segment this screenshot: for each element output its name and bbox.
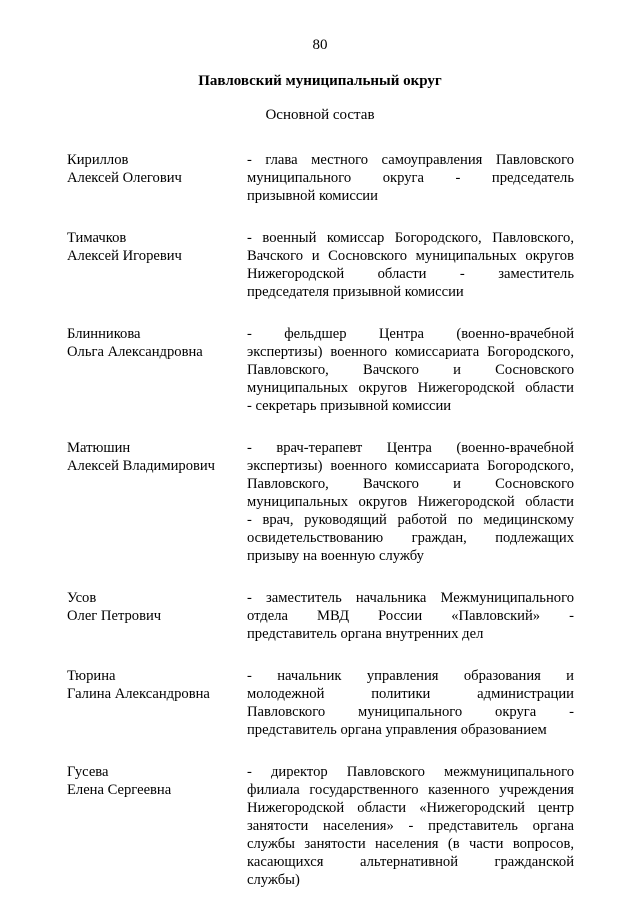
member-role-line: муниципальных округов Нижегородской области xyxy=(247,380,574,396)
member-given-names: Галина Александровна xyxy=(67,686,210,702)
member-role-line: Павловского муниципального округа - xyxy=(247,704,574,720)
member-name xyxy=(67,589,247,643)
member-role-line: - секретарь призывной комиссии xyxy=(247,398,452,414)
member-entry xyxy=(67,439,574,565)
member-name xyxy=(67,325,247,415)
member-name xyxy=(67,667,247,739)
member-role-line: службы занятости населения (в части вопросов, xyxy=(247,836,574,852)
member-given-names: Алексей Олегович xyxy=(67,170,182,186)
member-given-names: Ольга Александровна xyxy=(67,344,203,360)
member-given-names: Алексей Игоревич xyxy=(67,248,182,264)
member-role xyxy=(247,151,574,205)
member-given-names: Елена Сергеевна xyxy=(67,782,172,798)
member-name xyxy=(67,763,247,889)
member-entry xyxy=(67,325,574,415)
member-role-line: представитель органа управления образованием xyxy=(247,722,547,738)
member-role xyxy=(247,667,574,739)
member-name xyxy=(67,439,247,565)
member-role-line: филиала государственного казенного учреждения xyxy=(247,782,574,798)
member-role-line: - фельдшер Центра (военно-врачебной xyxy=(247,326,574,342)
member-role-line: Павловского, Вачского и Сосновского xyxy=(247,362,574,378)
member-role-line: молодежной политики администрации xyxy=(247,686,574,702)
member-role-line: - военный комиссар Богородского, Павловского, xyxy=(247,230,574,246)
member-name xyxy=(67,229,247,301)
member-role-line: касающихся альтернативной гражданской xyxy=(247,854,574,870)
member-surname: Усов xyxy=(67,590,97,606)
member-role-line: Нижегородской области - заместитель xyxy=(247,266,574,282)
member-role-line: - глава местного самоуправления Павловского xyxy=(247,152,574,168)
member-role-line: - врач, руководящий работой по медицинскому xyxy=(247,512,574,528)
member-entry xyxy=(67,763,574,889)
member-surname: Тимачков xyxy=(67,230,127,246)
member-surname: Гусева xyxy=(67,764,109,780)
member-entry xyxy=(67,589,574,643)
member-entry xyxy=(67,151,574,205)
member-role-line: - врач-терапевт Центра (военно-врачебной xyxy=(247,440,574,456)
member-role xyxy=(247,589,574,643)
member-role-line: призыву на военную службу xyxy=(247,548,424,564)
member-role xyxy=(247,763,574,889)
member-role-line: муниципальных округов Нижегородской области xyxy=(247,494,574,510)
member-role xyxy=(247,439,574,565)
member-role-line: Нижегородской области «Нижегородский центр xyxy=(247,800,574,816)
member-role-line: призывной комиссии xyxy=(247,188,378,204)
member-given-names: Алексей Владимирович xyxy=(67,458,216,474)
member-surname: Блинникова xyxy=(67,326,141,342)
member-role xyxy=(247,325,574,415)
member-name xyxy=(67,151,247,205)
member-role-line: - директор Павловского межмуниципального xyxy=(247,764,574,780)
member-role-line: представитель органа внутренних дел xyxy=(247,626,484,642)
member-role-line: службы) xyxy=(247,872,300,888)
member-role-line: - начальник управления образования и xyxy=(247,668,574,684)
member-role-line: освидетельствованию граждан, подлежащих xyxy=(247,530,574,546)
section-subtitle: Основной состав xyxy=(265,107,375,123)
member-role-line: Вачского и Сосновского муниципальных округов xyxy=(247,248,574,264)
section-title: Павловский муниципальный округ xyxy=(198,73,442,89)
member-surname: Тюрина xyxy=(67,668,116,684)
member-role-line: председателя призывной комиссии xyxy=(247,284,464,300)
member-role xyxy=(247,229,574,301)
member-role-line: экспертизы) военного комиссариата Богородского, xyxy=(247,458,574,474)
member-entry xyxy=(67,229,574,301)
member-list xyxy=(67,151,574,913)
member-surname: Кириллов xyxy=(67,152,129,168)
member-role-line: муниципального округа - председатель xyxy=(247,170,574,186)
member-role-line: Павловского, Вачского и Сосновского xyxy=(247,476,574,492)
member-role-line: экспертизы) военного комиссариата Богородского, xyxy=(247,344,574,360)
member-role-line: занятости населения» - представитель органа xyxy=(247,818,574,834)
member-role-line: - заместитель начальника Межмуниципального xyxy=(247,590,574,606)
page-number: 80 xyxy=(312,37,328,53)
member-given-names: Олег Петрович xyxy=(67,608,162,624)
member-surname: Матюшин xyxy=(67,440,131,456)
member-entry xyxy=(67,667,574,739)
member-role-line: отдела МВД России «Павловский» - xyxy=(247,608,574,624)
